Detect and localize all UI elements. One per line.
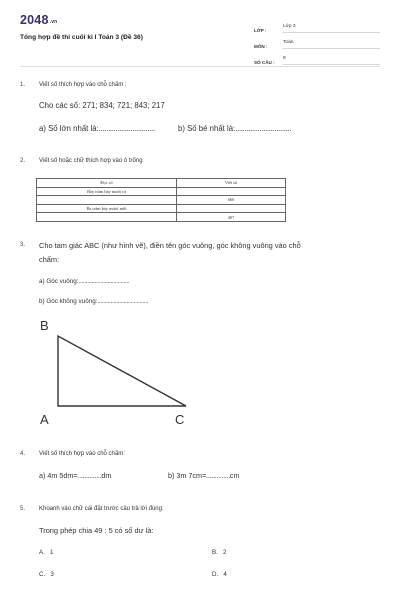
- table-cell-blank[interactable]: [37, 196, 177, 205]
- table-header: Đọc số: [37, 179, 177, 188]
- meta-value: Lớp 3: [283, 24, 380, 33]
- question-number: 5.: [20, 506, 26, 512]
- option-value: 4: [223, 571, 227, 578]
- part-label: a) Số lớn nhất là:: [39, 124, 99, 133]
- question-prompt: Cho tam giác ABC (như hình vẽ), điền tên góc vuông, góc không vuông vào chỗ: [39, 241, 301, 250]
- triangle-abc-figure: [34, 318, 194, 430]
- q4-part-a: [39, 471, 111, 480]
- exam-meta: [254, 17, 380, 65]
- question-number: 1.: [20, 82, 26, 88]
- table-row: [37, 187, 286, 196]
- q1-part-a: [39, 124, 155, 133]
- meta-value: 8: [283, 56, 380, 65]
- option-letter: D.: [212, 571, 219, 578]
- q4-part-b: [168, 471, 240, 480]
- question-prompt: Viết số thích hợp vào chỗ chấm:: [39, 451, 125, 457]
- logo-text: 2048: [20, 13, 49, 27]
- question-text: Trong phép chia 49 : 5 có số dư là:: [39, 526, 154, 535]
- table-cell: 407: [177, 213, 286, 222]
- question-prompt: Khoanh vào chữ cái đặt trước câu trả lời đúng:: [39, 506, 164, 512]
- q1-part-b: [178, 124, 291, 133]
- option-b[interactable]: [212, 549, 226, 556]
- option-letter: A.: [39, 549, 45, 556]
- answer-blank[interactable]: ..............: [206, 471, 230, 480]
- meta-label: MÔN :: [254, 44, 268, 49]
- option-d[interactable]: [212, 571, 227, 578]
- question-prompt: Viết số thích hợp vào chỗ chấm :: [39, 82, 127, 88]
- site-logo[interactable]: [20, 13, 57, 27]
- numbers-line: Cho các số: 271; 834; 721; 843; 217: [39, 101, 165, 110]
- option-value: 1: [50, 549, 54, 556]
- table-header: Viết số: [177, 179, 286, 188]
- table-header-row: [37, 179, 286, 188]
- table-cell: 666: [177, 196, 286, 205]
- question-prompt: Viết số hoặc chữ thích hợp vào ô trống: [39, 158, 143, 164]
- question-number: 4.: [20, 451, 26, 457]
- meta-label: LỚP :: [254, 28, 267, 33]
- answer-blank[interactable]: ...................................: [78, 278, 130, 285]
- part-label: b) Góc không vuông:: [39, 298, 98, 305]
- option-a[interactable]: [39, 549, 53, 556]
- question-number: 2.: [20, 158, 26, 164]
- table-row: [37, 213, 286, 222]
- meta-value: Toán: [283, 40, 380, 49]
- meta-row-class: [254, 17, 380, 33]
- part-label: a) 4m 5dm=: [39, 471, 78, 480]
- answer-blank[interactable]: ...................................: [97, 298, 149, 305]
- part-label: b) Số bé nhất là:: [178, 124, 236, 133]
- exam-title: Tổng hợp đề thi cuối kì I Toán 3 (Đề 36): [20, 34, 143, 41]
- table-row: [37, 204, 286, 213]
- option-letter: B.: [212, 549, 218, 556]
- meta-row-subject: [254, 33, 380, 49]
- table-cell: Ba trăm bảy mươi mốt: [37, 204, 177, 213]
- table-cell-blank[interactable]: [177, 187, 286, 196]
- q3-part-b: [39, 298, 148, 305]
- triangle-shape: [58, 336, 186, 406]
- answer-blank[interactable]: ..............................: [98, 124, 155, 133]
- logo-suffix: .vn: [49, 19, 58, 25]
- part-label: b) 3m 7cm=: [168, 471, 207, 480]
- table-cell-blank[interactable]: [177, 204, 286, 213]
- part-label: a) Góc vuông:: [39, 278, 79, 285]
- number-table: [36, 178, 286, 222]
- option-value: 3: [50, 571, 54, 578]
- question-number: 3.: [20, 242, 26, 248]
- option-value: 2: [223, 549, 227, 556]
- answer-blank[interactable]: ..............: [77, 471, 102, 480]
- q3-part-a: [39, 278, 129, 285]
- table-cell-blank[interactable]: [37, 213, 177, 222]
- meta-label: SỐ CÂU :: [254, 60, 275, 65]
- option-letter: C.: [39, 571, 46, 578]
- vertex-label-a: A: [40, 412, 49, 427]
- unit-label: dm: [101, 471, 112, 480]
- table-row: [37, 196, 286, 205]
- divider: [20, 66, 380, 67]
- unit-label: cm: [229, 471, 240, 480]
- table-cell: Bảy trăm bảy mươi tư: [37, 187, 177, 196]
- vertex-label-c: C: [175, 412, 185, 427]
- option-c[interactable]: [39, 571, 54, 578]
- question-prompt-cont: chấm:: [39, 255, 60, 264]
- answer-blank[interactable]: ..............................: [235, 124, 292, 133]
- meta-row-count: [254, 49, 380, 65]
- vertex-label-b: B: [40, 318, 49, 333]
